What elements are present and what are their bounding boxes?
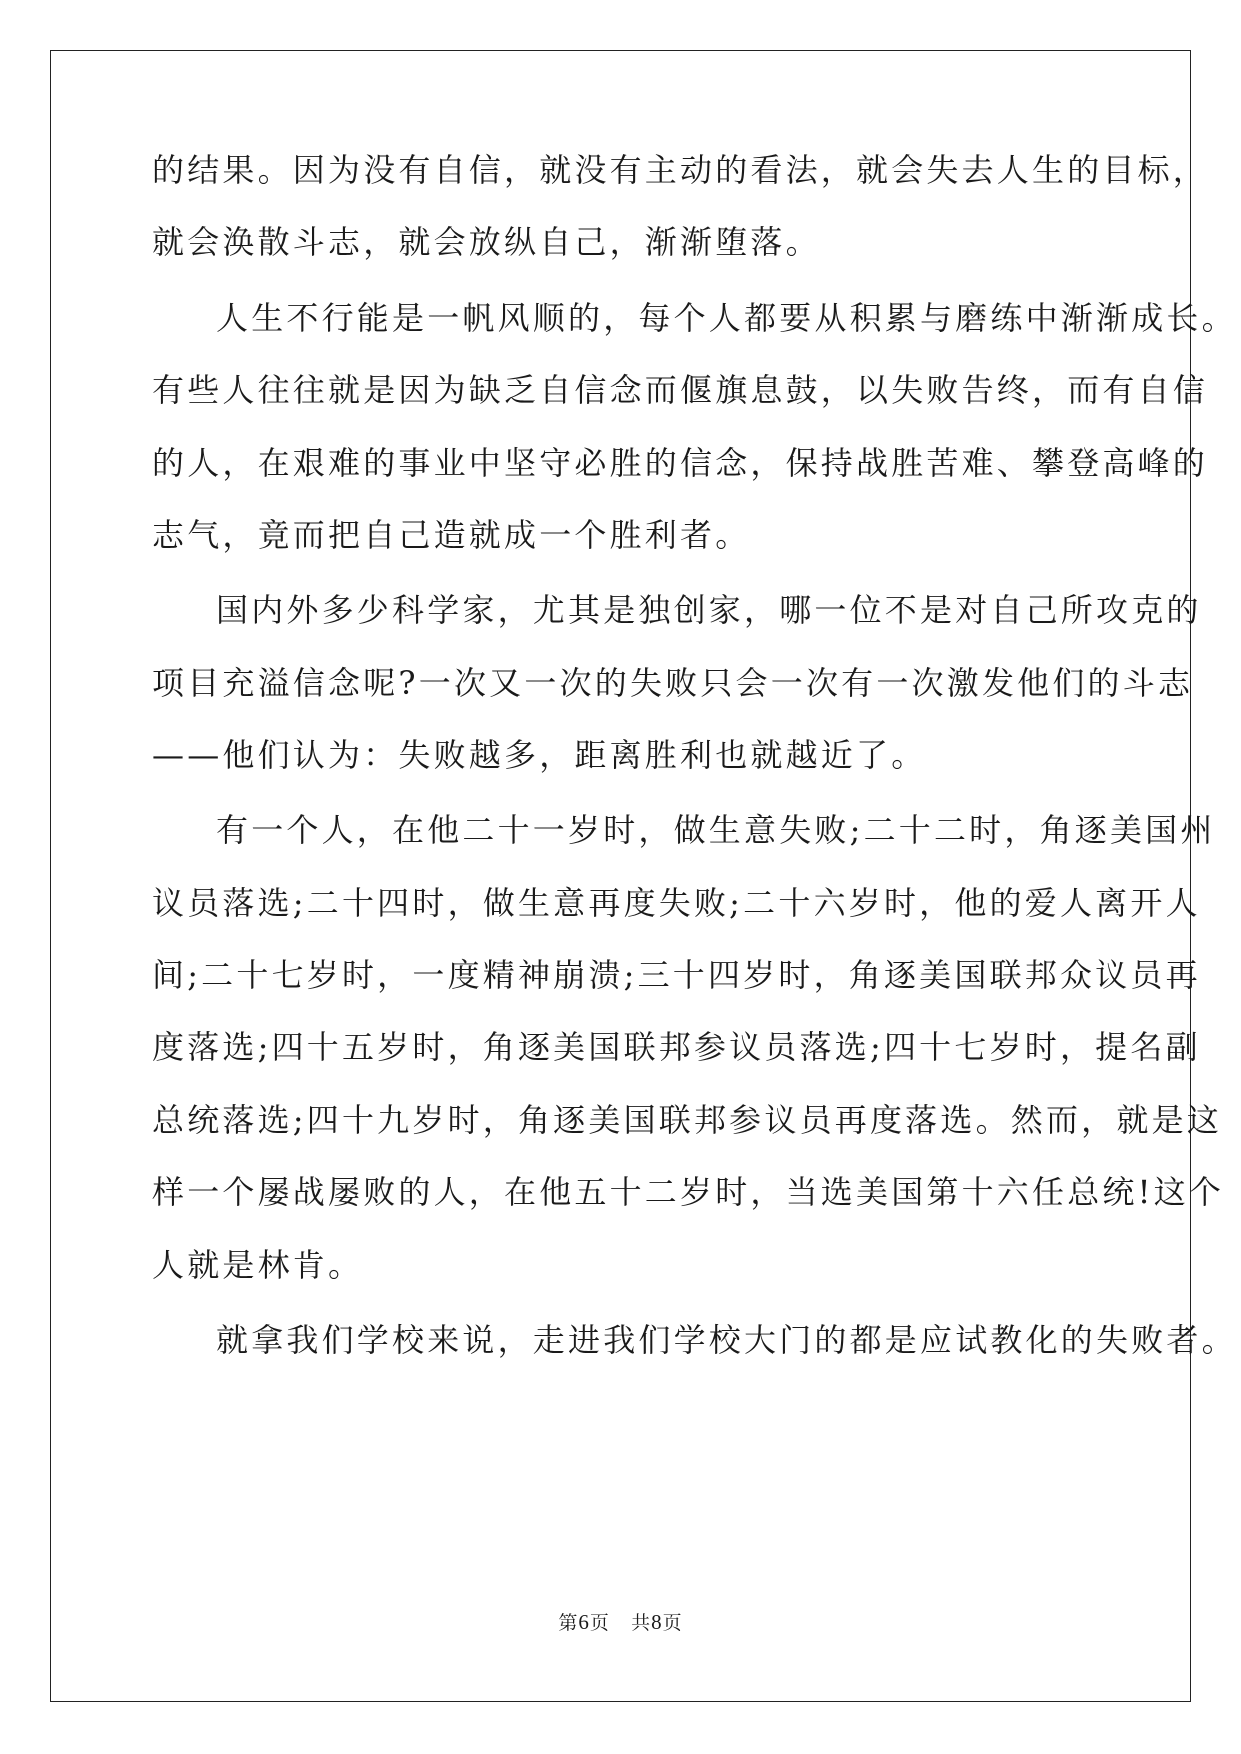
text-line: 的结果。因为没有自信，就没有主动的看法，就会失去人生的目标， <box>152 151 1209 189</box>
page-suffix: 页 <box>589 1612 610 1634</box>
text-line: 项目充溢信念呢?一次又一次的失败只会一次有一次激发他们的斗志 <box>152 664 1194 702</box>
text-line: 国内外多少科学家，尤其是独创家，哪一位不是对自己所攻克的 <box>216 591 1202 629</box>
text-line: 有些人往往就是因为缺乏自信念而偃旗息鼓，以失败告终，而有自信 <box>152 371 1209 409</box>
text-line: 议员落选;二十四时，做生意再度失败;二十六岁时，他的爱人离开人 <box>152 884 1201 922</box>
text-line: 有一个人，在他二十一岁时，做生意失败;二十二时，角逐美国州 <box>216 811 1216 849</box>
page-number: 6 <box>578 1610 590 1634</box>
text-line: 人就是林肯。 <box>152 1246 364 1284</box>
total-suffix: 页 <box>662 1612 683 1634</box>
text-line: 的人，在艰难的事业中坚守必胜的信念，保持战胜苦难、攀登高峰的 <box>152 444 1209 482</box>
text-line: 度落选;四十五岁时，角逐美国联邦参议员落选;四十七岁时，提名副 <box>152 1028 1201 1066</box>
text-line: 就会涣散斗志，就会放纵自己，渐渐堕落。 <box>152 223 821 261</box>
text-line: 间;二十七岁时，一度精神崩溃;三十四岁时，角逐美国联邦众议员再 <box>152 956 1201 994</box>
text-line: 就拿我们学校来说，走进我们学校大门的都是应试教化的失败者。 <box>216 1321 1237 1359</box>
total-prefix: 共 <box>631 1612 652 1634</box>
total-pages: 8 <box>651 1610 663 1634</box>
text-line: 志气，竟而把自己造就成一个胜利者。 <box>152 516 751 554</box>
page-prefix: 第 <box>558 1612 579 1634</box>
page-footer <box>0 1608 1241 1635</box>
text-line: ——他们认为：失败越多，距离胜利也就越近了。 <box>152 736 927 774</box>
text-line: 总统落选;四十九岁时，角逐美国联邦参议员再度落选。然而，就是这 <box>152 1101 1222 1139</box>
text-line: 人生不行能是一帆风顺的，每个人都要从积累与磨练中渐渐成长。 <box>216 299 1237 337</box>
text-line: 样一个屡战屡败的人，在他五十二岁时，当选美国第十六任总统!这个 <box>152 1173 1225 1211</box>
